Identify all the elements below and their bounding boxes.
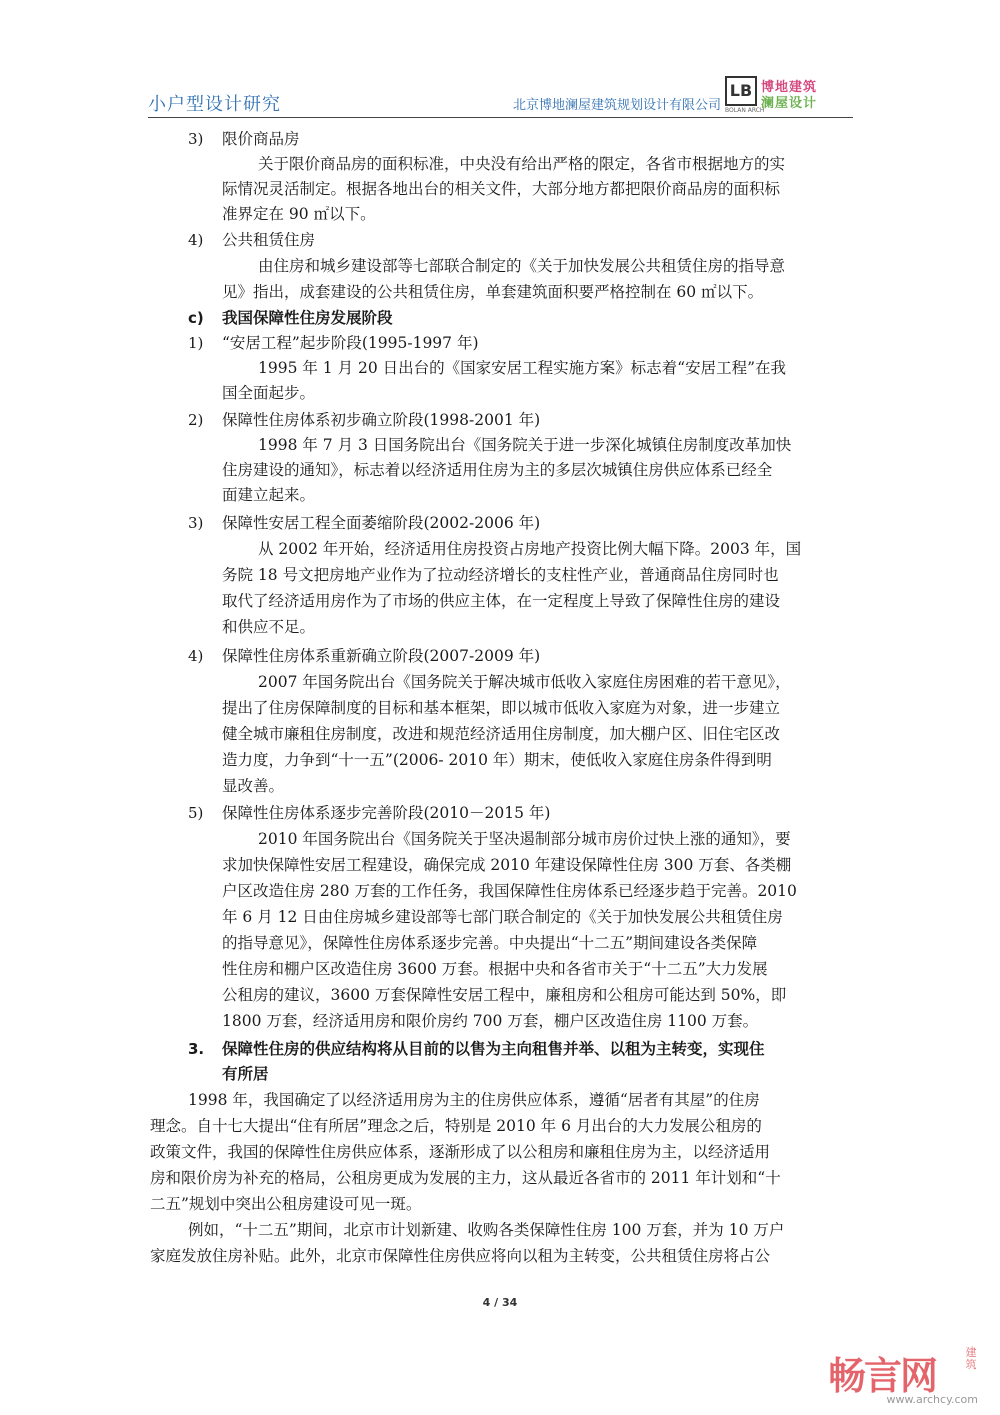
text-line: 例如，“十二五”期间，北京市计划新建、收购各类保障性住房 100 万套，并为 10 万户	[188, 1221, 785, 1239]
list-marker: 1)	[188, 334, 204, 352]
text-line: 公共租赁住房	[222, 231, 316, 249]
text-line: 1998 年，我国确定了以经济适用房为主的住房供应体系，遵循“居者有其屋”的住房	[188, 1091, 760, 1109]
text-line: 2010 年国务院出台《国务院关于坚决遏制部分城市房价过快上涨的通知》，要	[258, 830, 791, 848]
text-line: 保障性住房体系初步确立阶段(1998-2001 年)	[222, 411, 541, 429]
header-divider	[148, 117, 853, 118]
text-line: 提出了住房保障制度的目标和基本框架，即以城市低收入家庭为对象，进一步建立	[222, 699, 781, 717]
page-header	[148, 72, 853, 118]
watermark	[828, 1345, 978, 1405]
text-line: 从 2002 年开始，经济适用住房投资占房地产投资比例大幅下降。2003 年，国	[258, 540, 802, 558]
section-heading: 有所居	[222, 1065, 269, 1083]
text-line: 房和限价房为补充的格局，公租房更成为发展的主力，这从最近各省市的 2011 年计划和“十	[150, 1169, 781, 1187]
text-line: 准界定在 90 ㎡以下。	[222, 205, 376, 223]
text-line: 政策文件，我国的保障性住房供应体系，逐渐形成了以公租房和廉租住房为主，以经济适用	[150, 1143, 771, 1161]
text-line: 理念。自十七大提出“住有所居”理念之后，特别是 2010 年 6 月出台的大力发展公租房的	[150, 1117, 762, 1135]
page-number: 4 / 34	[482, 1296, 518, 1309]
list-marker: c)	[188, 309, 204, 327]
text-line: 1998 年 7 月 3 日国务院出台《国务院关于进一步深化城镇住房制度改革加快	[258, 436, 792, 454]
text-line: 显改善。	[222, 777, 285, 795]
text-line: 户区改造住房 280 万套的工作任务，我国保障性住房体系已经逐步趋于完善。2010	[222, 882, 797, 900]
text-line: 见》指出，成套建设的公共租赁住房，单套建筑面积要严格控制在 60 ㎡以下。	[222, 283, 764, 301]
text-line: 家庭发放住房补贴。此外，北京市保障性住房供应将向以租为主转变，公共租赁住房将占公	[150, 1247, 771, 1265]
text-line: 面建立起来。	[222, 486, 316, 504]
section-heading: 保障性住房的供应结构将从目前的以售为主向租售并举、以租为主转变，实现住	[222, 1040, 765, 1058]
company-name: 北京博地澜屋建筑规划设计有限公司	[512, 98, 721, 113]
text-line: 和供应不足。	[222, 618, 316, 636]
text-line: 务院 18 号文把房地产业作为了拉动经济增长的支柱性产业，普通商品住房同时也	[222, 566, 779, 584]
text-line: 关于限价商品房的面积标准，中央没有给出严格的限定，各省市根据地方的实	[258, 155, 786, 173]
text-line: 1800 万套，经济适用房和限价房约 700 万套，棚户区改造住房 1100 万套。	[222, 1012, 759, 1030]
list-marker: 5)	[188, 804, 204, 822]
text-line: 国全面起步。	[222, 384, 316, 402]
text-line: 保障性住房体系重新确立阶段(2007-2009 年)	[222, 647, 541, 665]
text-line: 健全城市廉租住房制度，改进和规范经济适用住房制度，加大棚户区、旧住宅区改	[222, 725, 781, 743]
company-logo	[725, 74, 853, 112]
logo-text-line2: 澜屋设计	[761, 96, 818, 111]
watermark-brand: 畅言网	[828, 1354, 937, 1398]
text-line: 际情况灵活制定。根据各地出台的相关文件，大部分地方都把限价商品房的面积标	[222, 180, 781, 198]
section-heading: 我国保障性住房发展阶段	[222, 309, 393, 327]
text-line: 限价商品房	[222, 130, 300, 148]
logo-mark-icon: LB	[725, 76, 757, 106]
logo-subtext: BOLAN ARCH	[725, 107, 765, 114]
list-marker: 3.	[188, 1040, 205, 1058]
list-marker: 2)	[188, 411, 204, 429]
text-line: 二五”规划中突出公租房建设可见一斑。	[150, 1195, 422, 1213]
list-marker: 3)	[188, 130, 204, 148]
text-line: 2007 年国务院出台《国务院关于解决城市低收入家庭住房困难的若干意见》，	[258, 673, 791, 691]
list-marker: 4)	[188, 231, 204, 249]
text-line: “安居工程”起步阶段(1995-1997 年)	[222, 334, 479, 352]
list-marker: 3)	[188, 514, 204, 532]
text-line: 住房建设的通知》，标志着以经济适用住房为主的多层次城镇住房供应体系已经全	[222, 461, 773, 479]
list-marker: 4)	[188, 647, 204, 665]
text-line: 保障性安居工程全面萎缩阶段(2002-2006 年)	[222, 514, 541, 532]
text-line: 公租房的建议，3600 万套保障性安居工程中，廉租房和公租房可能达到 50%，即	[222, 986, 787, 1004]
text-line: 的指导意见》，保障性住房体系逐步完善。中央提出“十二五”期间建设各类保障	[222, 934, 758, 952]
text-line: 由住房和城乡建设部等七部联合制定的《关于加快发展公共租赁住房的指导意	[258, 257, 786, 275]
text-line: 性住房和棚户区改造住房 3600 万套。根据中央和各省市关于“十二五”大力发展	[222, 960, 768, 978]
watermark-url: www.archcy.com	[886, 1393, 978, 1406]
text-line: 1995 年 1 月 20 日出台的《国家安居工程实施方案》标志着“安居工程”在我	[258, 359, 787, 377]
text-line: 年 6 月 12 日由住房城乡建设部等七部门联合制定的《关于加快发展公共租赁住房	[222, 908, 783, 926]
text-line: 保障性住房体系逐步完善阶段(2010－2015 年)	[222, 804, 551, 822]
logo-text-line1: 博地建筑	[761, 80, 818, 95]
watermark-side-text: 建筑	[965, 1346, 977, 1371]
text-line: 造力度，力争到“十一五”(2006- 2010 年）期末，使低收入家庭住房条件得到明	[222, 751, 772, 769]
text-line: 求加快保障性安居工程建设，确保完成 2010 年建设保障性住房 300 万套、各类棚	[222, 856, 792, 874]
text-line: 取代了经济适用房作为了市场的供应主体，在一定程度上导致了保障性住房的建设	[222, 592, 781, 610]
document-title: 小户型设计研究	[148, 94, 281, 115]
